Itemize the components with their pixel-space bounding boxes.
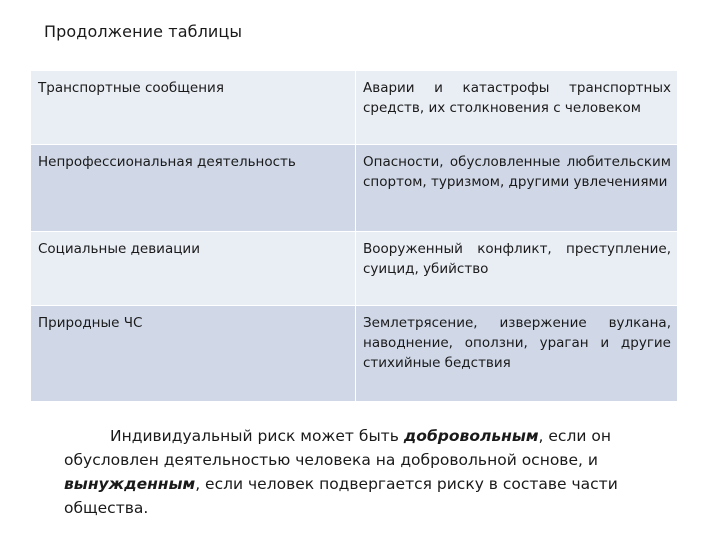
table-cell-source: Социальные девиации: [31, 232, 356, 306]
page-title: Продолжение таблицы: [44, 22, 243, 41]
paragraph-text: Индивидуальный риск может быть: [110, 427, 404, 445]
table-row: [31, 306, 678, 402]
table-cell-hazard: Опасности, обусловленные любительским спортом, туризмом, другими увлечениями: [356, 145, 678, 232]
table-cell-source: Транспортные сообщения: [31, 71, 356, 145]
table-row: [31, 232, 678, 306]
table-cell-hazard: Землетрясение, извержение вулкана, наводнение, оползни, ураган и другие стихийные бедствия: [356, 306, 678, 402]
table-cell-hazard: Вооруженный конфликт, преступление, суицид, убийство: [356, 232, 678, 306]
term-forced: вынужденным: [64, 475, 196, 493]
term-voluntary: добровольным: [403, 427, 539, 445]
table-cell-hazard: Аварии и катастрофы транспортных средств, их столкновения с человеком: [356, 71, 678, 145]
table-cell-source: Природные ЧС: [31, 306, 356, 402]
continuation-table: [30, 70, 678, 402]
table-row: [31, 145, 678, 232]
table-cell-source: Непрофессиональная деятельность: [31, 145, 356, 232]
body-paragraph: [64, 424, 634, 520]
paragraph-text: , если он обусловлен деятельностью человека на добровольной основе, и: [64, 427, 611, 469]
paragraph-text: , если человек подвергается риску в составе части общества.: [64, 475, 618, 517]
table-row: [31, 71, 678, 145]
